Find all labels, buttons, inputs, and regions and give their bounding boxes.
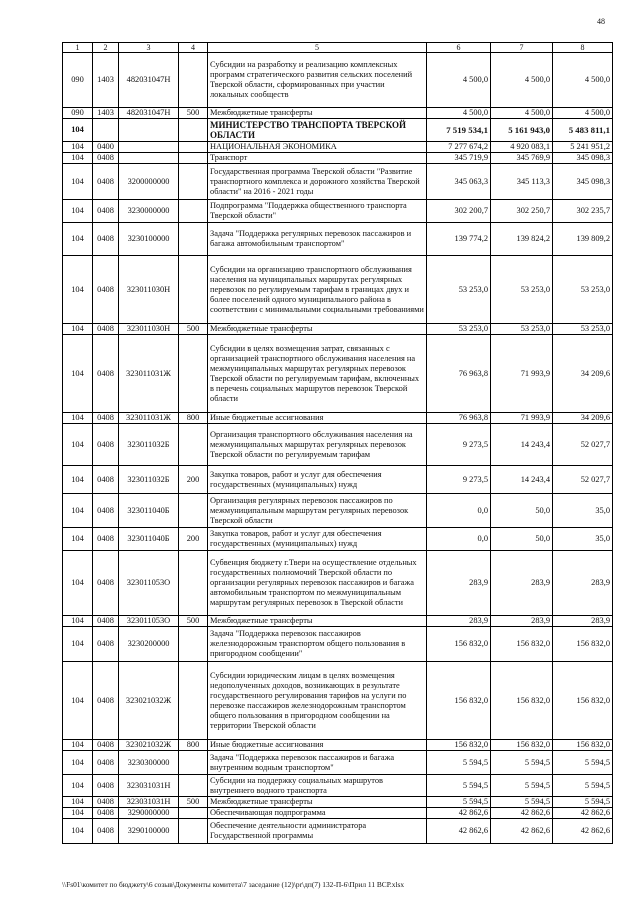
section-code-cell: 0408 bbox=[93, 797, 119, 808]
amount-year-2-cell: 345 113,3 bbox=[491, 164, 553, 200]
expense-type-code-cell: 500 bbox=[179, 324, 208, 335]
table-row bbox=[63, 142, 613, 153]
amount-year-2-cell: 5 594,5 bbox=[491, 751, 553, 775]
expense-type-code-cell bbox=[179, 424, 208, 466]
amount-year-1-cell: 53 253,0 bbox=[427, 324, 491, 335]
amount-year-3-cell: 35,0 bbox=[553, 494, 613, 528]
expense-type-code-cell bbox=[179, 256, 208, 324]
amount-year-1-cell: 283,9 bbox=[427, 616, 491, 627]
department-code-cell: 104 bbox=[63, 797, 93, 808]
amount-year-1-cell: 345 063,3 bbox=[427, 164, 491, 200]
department-code-cell: 090 bbox=[63, 53, 93, 108]
amount-year-3-cell: 345 098,3 bbox=[553, 153, 613, 164]
expense-type-code-cell bbox=[179, 223, 208, 256]
expense-type-code-cell: 200 bbox=[179, 466, 208, 494]
table-row bbox=[63, 740, 613, 751]
amount-year-1-cell: 76 963,8 bbox=[427, 335, 491, 413]
department-code-cell: 104 bbox=[63, 551, 93, 616]
amount-year-3-cell: 4 500,0 bbox=[553, 108, 613, 119]
item-name-cell: Субсидии в целях возмещения затрат, связанных с организацией транспортного обслуживания населения на межмуниципальных маршрутах регулярных перевозок Тверской области по регулируемым тарифам, включенных в перечень социальных маршрутов перевозок Тверской области bbox=[208, 335, 427, 413]
amount-year-1-cell: 0,0 bbox=[427, 528, 491, 551]
table-row bbox=[63, 466, 613, 494]
item-name-cell: Обеспечение деятельности администратора Государственной программы bbox=[208, 819, 427, 844]
item-name-cell: Закупка товаров, работ и услуг для обеспечения государственных (муниципальных) нужд bbox=[208, 528, 427, 551]
expense-type-code-cell: 500 bbox=[179, 797, 208, 808]
item-name-cell: Межбюджетные трансферты bbox=[208, 324, 427, 335]
table-row bbox=[63, 751, 613, 775]
amount-year-1-cell: 156 832,0 bbox=[427, 662, 491, 740]
amount-year-2-cell: 345 769,9 bbox=[491, 153, 553, 164]
amount-year-2-cell: 50,0 bbox=[491, 494, 553, 528]
department-code-cell: 104 bbox=[63, 324, 93, 335]
table-row bbox=[63, 324, 613, 335]
target-article-code-cell: 482031047Н bbox=[119, 108, 179, 119]
expense-type-code-cell bbox=[179, 627, 208, 662]
expense-type-code-cell bbox=[179, 662, 208, 740]
target-article-code-cell: 323011030Н bbox=[119, 256, 179, 324]
section-code-cell: 0400 bbox=[93, 142, 119, 153]
file-path-footer: \\Fs01\комитет по бюджету\6 созыв\Документы комитета\7 заседание (12)\pr\дп(7) 132-П-6\Прил 11 ВСР.xlsx bbox=[62, 880, 405, 889]
item-name-cell: Организация транспортного обслуживания населения на межмуниципальных маршрутах регулярных перевозок Тверской области по регулируемым тарифам bbox=[208, 424, 427, 466]
amount-year-1-cell: 53 253,0 bbox=[427, 256, 491, 324]
amount-year-2-cell: 139 824,2 bbox=[491, 223, 553, 256]
table-row bbox=[63, 119, 613, 142]
expense-type-code-cell bbox=[179, 164, 208, 200]
amount-year-3-cell: 139 809,2 bbox=[553, 223, 613, 256]
section-code-cell bbox=[93, 119, 119, 142]
table-row bbox=[63, 413, 613, 424]
page-number: 48 bbox=[597, 17, 605, 26]
section-code-cell: 0408 bbox=[93, 751, 119, 775]
budget-table bbox=[62, 42, 613, 844]
item-name-cell: Закупка товаров, работ и услуг для обеспечения государственных (муниципальных) нужд bbox=[208, 466, 427, 494]
amount-year-3-cell: 35,0 bbox=[553, 528, 613, 551]
amount-year-3-cell: 156 832,0 bbox=[553, 662, 613, 740]
department-code-cell: 104 bbox=[63, 819, 93, 844]
target-article-code-cell: 323011030Н bbox=[119, 324, 179, 335]
item-name-cell: Подпрограмма "Поддержка общественного транспорта Тверской области" bbox=[208, 200, 427, 223]
amount-year-1-cell: 156 832,0 bbox=[427, 627, 491, 662]
item-name-cell: Иные бюджетные ассигнования bbox=[208, 740, 427, 751]
table-row bbox=[63, 153, 613, 164]
target-article-code-cell: 323031031Н bbox=[119, 775, 179, 797]
expense-type-code-cell: 500 bbox=[179, 616, 208, 627]
department-code-cell: 090 bbox=[63, 108, 93, 119]
amount-year-1-cell: 42 862,6 bbox=[427, 819, 491, 844]
department-code-cell: 104 bbox=[63, 413, 93, 424]
department-code-cell: 104 bbox=[63, 662, 93, 740]
amount-year-2-cell: 156 832,0 bbox=[491, 627, 553, 662]
section-code-cell: 0408 bbox=[93, 324, 119, 335]
table-row bbox=[63, 494, 613, 528]
target-article-code-cell: 323021032Ж bbox=[119, 740, 179, 751]
amount-year-2-cell: 4 500,0 bbox=[491, 108, 553, 119]
section-code-cell: 0408 bbox=[93, 616, 119, 627]
item-name-cell: Межбюджетные трансферты bbox=[208, 616, 427, 627]
amount-year-2-cell: 156 832,0 bbox=[491, 740, 553, 751]
item-name-cell: Задача "Поддержка перевозок пассажиров и багажа внутренним водным транспортом" bbox=[208, 751, 427, 775]
item-name-cell: Задача "Поддержка перевозок пассажиров железнодорожным транспортом общего пользования в пригородном сообщении" bbox=[208, 627, 427, 662]
target-article-code-cell: 323011053О bbox=[119, 616, 179, 627]
table-row bbox=[63, 200, 613, 223]
amount-year-1-cell: 5 594,5 bbox=[427, 751, 491, 775]
department-code-cell: 104 bbox=[63, 751, 93, 775]
amount-year-3-cell: 5 594,5 bbox=[553, 797, 613, 808]
department-code-cell: 104 bbox=[63, 466, 93, 494]
expense-type-code-cell: 200 bbox=[179, 528, 208, 551]
amount-year-2-cell: 283,9 bbox=[491, 551, 553, 616]
department-code-cell: 104 bbox=[63, 153, 93, 164]
section-code-cell: 0408 bbox=[93, 551, 119, 616]
target-article-code-cell: 3230200000 bbox=[119, 627, 179, 662]
amount-year-1-cell: 4 500,0 bbox=[427, 108, 491, 119]
target-article-code-cell: 323011032Б bbox=[119, 466, 179, 494]
amount-year-3-cell: 5 483 811,1 bbox=[553, 119, 613, 142]
expense-type-code-cell: 800 bbox=[179, 413, 208, 424]
amount-year-1-cell: 5 594,5 bbox=[427, 775, 491, 797]
section-code-cell: 1403 bbox=[93, 53, 119, 108]
section-code-cell: 1403 bbox=[93, 108, 119, 119]
section-code-cell: 0408 bbox=[93, 153, 119, 164]
section-code-cell: 0408 bbox=[93, 335, 119, 413]
table-row bbox=[63, 797, 613, 808]
item-name-cell: Субсидии юридическим лицам в целях возмещения недополученных доходов, возникающих в результате государственного регулирования тарифов на услуги по перевозке пассажиров железнодорожным транспортом общего пользования в пригородном сообщении на территории Тверской области bbox=[208, 662, 427, 740]
table-row bbox=[63, 256, 613, 324]
column-number-cell: 6 bbox=[427, 43, 491, 53]
amount-year-1-cell: 139 774,2 bbox=[427, 223, 491, 256]
amount-year-2-cell: 42 862,6 bbox=[491, 808, 553, 819]
expense-type-code-cell bbox=[179, 551, 208, 616]
department-code-cell: 104 bbox=[63, 164, 93, 200]
amount-year-2-cell: 50,0 bbox=[491, 528, 553, 551]
table-row bbox=[63, 627, 613, 662]
amount-year-1-cell: 345 719,9 bbox=[427, 153, 491, 164]
expense-type-code-cell bbox=[179, 751, 208, 775]
amount-year-3-cell: 5 241 951,2 bbox=[553, 142, 613, 153]
section-code-cell: 0408 bbox=[93, 223, 119, 256]
target-article-code-cell: 3230300000 bbox=[119, 751, 179, 775]
table-row bbox=[63, 335, 613, 413]
amount-year-3-cell: 302 235,7 bbox=[553, 200, 613, 223]
amount-year-2-cell: 283,9 bbox=[491, 616, 553, 627]
section-code-cell: 0408 bbox=[93, 808, 119, 819]
item-name-cell: Субсидии на поддержку социальных маршрутов внутреннего водного транспорта bbox=[208, 775, 427, 797]
item-name-cell: Организация регулярных перевозок пассажиров по межмуниципальным маршрутам регулярных перевозок Тверской области bbox=[208, 494, 427, 528]
item-name-cell: МИНИСТЕРСТВО ТРАНСПОРТА ТВЕРСКОЙ ОБЛАСТИ bbox=[208, 119, 427, 142]
section-code-cell: 0408 bbox=[93, 164, 119, 200]
target-article-code-cell: 3290100000 bbox=[119, 819, 179, 844]
amount-year-2-cell: 42 862,6 bbox=[491, 819, 553, 844]
amount-year-3-cell: 283,9 bbox=[553, 616, 613, 627]
item-name-cell: Государственная программа Тверской области "Развитие транспортного комплекса и дорожного хозяйства Тверской области" на 2016 - 2021 годы bbox=[208, 164, 427, 200]
amount-year-3-cell: 34 209,6 bbox=[553, 335, 613, 413]
expense-type-code-cell bbox=[179, 53, 208, 108]
department-code-cell: 104 bbox=[63, 119, 93, 142]
department-code-cell: 104 bbox=[63, 142, 93, 153]
amount-year-2-cell: 53 253,0 bbox=[491, 256, 553, 324]
amount-year-3-cell: 53 253,0 bbox=[553, 256, 613, 324]
expense-type-code-cell bbox=[179, 200, 208, 223]
amount-year-3-cell: 156 832,0 bbox=[553, 627, 613, 662]
amount-year-3-cell: 53 253,0 bbox=[553, 324, 613, 335]
expense-type-code-cell bbox=[179, 335, 208, 413]
item-name-cell: Межбюджетные трансферты bbox=[208, 797, 427, 808]
amount-year-2-cell: 5 594,5 bbox=[491, 775, 553, 797]
item-name-cell: Субсидии на разработку и реализацию комплексных программ стратегического развития сельских поселений Тверской области, сформированных при участии локальных сообществ bbox=[208, 53, 427, 108]
column-number-row bbox=[63, 43, 613, 53]
amount-year-1-cell: 9 273,5 bbox=[427, 466, 491, 494]
amount-year-1-cell: 7 277 674,2 bbox=[427, 142, 491, 153]
table-row bbox=[63, 108, 613, 119]
target-article-code-cell: 323011040Б bbox=[119, 528, 179, 551]
amount-year-3-cell: 52 027,7 bbox=[553, 466, 613, 494]
amount-year-3-cell: 42 862,6 bbox=[553, 808, 613, 819]
expense-type-code-cell bbox=[179, 153, 208, 164]
target-article-code-cell: 323011053О bbox=[119, 551, 179, 616]
amount-year-1-cell: 283,9 bbox=[427, 551, 491, 616]
department-code-cell: 104 bbox=[63, 223, 93, 256]
column-number-cell: 4 bbox=[179, 43, 208, 53]
department-code-cell: 104 bbox=[63, 808, 93, 819]
item-name-cell: Иные бюджетные ассигнования bbox=[208, 413, 427, 424]
expense-type-code-cell bbox=[179, 119, 208, 142]
department-code-cell: 104 bbox=[63, 335, 93, 413]
target-article-code-cell bbox=[119, 153, 179, 164]
column-number-cell: 3 bbox=[119, 43, 179, 53]
table-row bbox=[63, 819, 613, 844]
section-code-cell: 0408 bbox=[93, 819, 119, 844]
column-number-cell: 8 bbox=[553, 43, 613, 53]
amount-year-3-cell: 156 832,0 bbox=[553, 740, 613, 751]
item-name-cell: Субвенция бюджету г.Твери на осуществление отдельных государственных полномочий Тверской области по организации регулярных перевозок пассажиров и багажа автомобильным транспортом по межмуниципальным маршрутам регулярных перевозок в Тверской области bbox=[208, 551, 427, 616]
amount-year-1-cell: 156 832,0 bbox=[427, 740, 491, 751]
section-code-cell: 0408 bbox=[93, 494, 119, 528]
item-name-cell: Обеспечивающая подпрограмма bbox=[208, 808, 427, 819]
department-code-cell: 104 bbox=[63, 740, 93, 751]
amount-year-2-cell: 4 920 083,1 bbox=[491, 142, 553, 153]
item-name-cell: Межбюджетные трансферты bbox=[208, 108, 427, 119]
expense-type-code-cell bbox=[179, 819, 208, 844]
section-code-cell: 0408 bbox=[93, 424, 119, 466]
column-number-cell: 5 bbox=[208, 43, 427, 53]
department-code-cell: 104 bbox=[63, 200, 93, 223]
table-row bbox=[63, 223, 613, 256]
target-article-code-cell: 323011031Ж bbox=[119, 413, 179, 424]
amount-year-3-cell: 42 862,6 bbox=[553, 819, 613, 844]
target-article-code-cell: 323021032Ж bbox=[119, 662, 179, 740]
target-article-code-cell bbox=[119, 119, 179, 142]
amount-year-2-cell: 71 993,9 bbox=[491, 335, 553, 413]
department-code-cell: 104 bbox=[63, 775, 93, 797]
expense-type-code-cell bbox=[179, 494, 208, 528]
amount-year-2-cell: 53 253,0 bbox=[491, 324, 553, 335]
department-code-cell: 104 bbox=[63, 424, 93, 466]
table-row bbox=[63, 808, 613, 819]
department-code-cell: 104 bbox=[63, 627, 93, 662]
table-row bbox=[63, 424, 613, 466]
table-row bbox=[63, 616, 613, 627]
target-article-code-cell: 3290000000 bbox=[119, 808, 179, 819]
section-code-cell: 0408 bbox=[93, 413, 119, 424]
column-number-cell: 1 bbox=[63, 43, 93, 53]
amount-year-3-cell: 5 594,5 bbox=[553, 751, 613, 775]
section-code-cell: 0408 bbox=[93, 256, 119, 324]
table-row bbox=[63, 164, 613, 200]
target-article-code-cell: 3230100000 bbox=[119, 223, 179, 256]
amount-year-3-cell: 283,9 bbox=[553, 551, 613, 616]
section-code-cell: 0408 bbox=[93, 466, 119, 494]
amount-year-1-cell: 42 862,6 bbox=[427, 808, 491, 819]
department-code-cell: 104 bbox=[63, 528, 93, 551]
expense-type-code-cell: 800 bbox=[179, 740, 208, 751]
target-article-code-cell: 323011040Б bbox=[119, 494, 179, 528]
department-code-cell: 104 bbox=[63, 256, 93, 324]
amount-year-2-cell: 14 243,4 bbox=[491, 466, 553, 494]
amount-year-1-cell: 0,0 bbox=[427, 494, 491, 528]
amount-year-1-cell: 7 519 534,1 bbox=[427, 119, 491, 142]
target-article-code-cell: 323011032Б bbox=[119, 424, 179, 466]
amount-year-1-cell: 76 963,8 bbox=[427, 413, 491, 424]
amount-year-2-cell: 5 161 943,0 bbox=[491, 119, 553, 142]
amount-year-2-cell: 4 500,0 bbox=[491, 53, 553, 108]
column-number-cell: 7 bbox=[491, 43, 553, 53]
section-code-cell: 0408 bbox=[93, 528, 119, 551]
target-article-code-cell bbox=[119, 142, 179, 153]
amount-year-1-cell: 4 500,0 bbox=[427, 53, 491, 108]
target-article-code-cell: 323031031Н bbox=[119, 797, 179, 808]
section-code-cell: 0408 bbox=[93, 775, 119, 797]
amount-year-1-cell: 302 200,7 bbox=[427, 200, 491, 223]
item-name-cell: Задача "Поддержка регулярных перевозок пассажиров и багажа автомобильным транспортом" bbox=[208, 223, 427, 256]
section-code-cell: 0408 bbox=[93, 662, 119, 740]
section-code-cell: 0408 bbox=[93, 200, 119, 223]
table-body bbox=[63, 53, 613, 844]
target-article-code-cell: 3200000000 bbox=[119, 164, 179, 200]
table-row bbox=[63, 528, 613, 551]
amount-year-1-cell: 9 273,5 bbox=[427, 424, 491, 466]
amount-year-3-cell: 52 027,7 bbox=[553, 424, 613, 466]
expense-type-code-cell bbox=[179, 142, 208, 153]
expense-type-code-cell: 500 bbox=[179, 108, 208, 119]
target-article-code-cell: 323011031Ж bbox=[119, 335, 179, 413]
section-code-cell: 0408 bbox=[93, 627, 119, 662]
item-name-cell: Субсидии на организацию транспортного обслуживания населения на муниципальных маршрутах регулярных перевозок по регулируемым тарифам в границах двух и более поселений одного муниципального района в соответствии с минимальными социальными требованиями bbox=[208, 256, 427, 324]
column-number-cell: 2 bbox=[93, 43, 119, 53]
table-row bbox=[63, 53, 613, 108]
amount-year-3-cell: 34 209,6 bbox=[553, 413, 613, 424]
item-name-cell: НАЦИОНАЛЬНАЯ ЭКОНОМИКА bbox=[208, 142, 427, 153]
amount-year-2-cell: 302 250,7 bbox=[491, 200, 553, 223]
target-article-code-cell: 482031047Н bbox=[119, 53, 179, 108]
department-code-cell: 104 bbox=[63, 616, 93, 627]
amount-year-2-cell: 71 993,9 bbox=[491, 413, 553, 424]
table-row bbox=[63, 551, 613, 616]
section-code-cell: 0408 bbox=[93, 740, 119, 751]
amount-year-2-cell: 14 243,4 bbox=[491, 424, 553, 466]
expense-type-code-cell bbox=[179, 808, 208, 819]
amount-year-3-cell: 4 500,0 bbox=[553, 53, 613, 108]
table-row bbox=[63, 662, 613, 740]
department-code-cell: 104 bbox=[63, 494, 93, 528]
table-row bbox=[63, 775, 613, 797]
expense-type-code-cell bbox=[179, 775, 208, 797]
amount-year-1-cell: 5 594,5 bbox=[427, 797, 491, 808]
amount-year-2-cell: 5 594,5 bbox=[491, 797, 553, 808]
target-article-code-cell: 3230000000 bbox=[119, 200, 179, 223]
item-name-cell: Транспорт bbox=[208, 153, 427, 164]
amount-year-3-cell: 345 098,3 bbox=[553, 164, 613, 200]
amount-year-2-cell: 156 832,0 bbox=[491, 662, 553, 740]
amount-year-3-cell: 5 594,5 bbox=[553, 775, 613, 797]
